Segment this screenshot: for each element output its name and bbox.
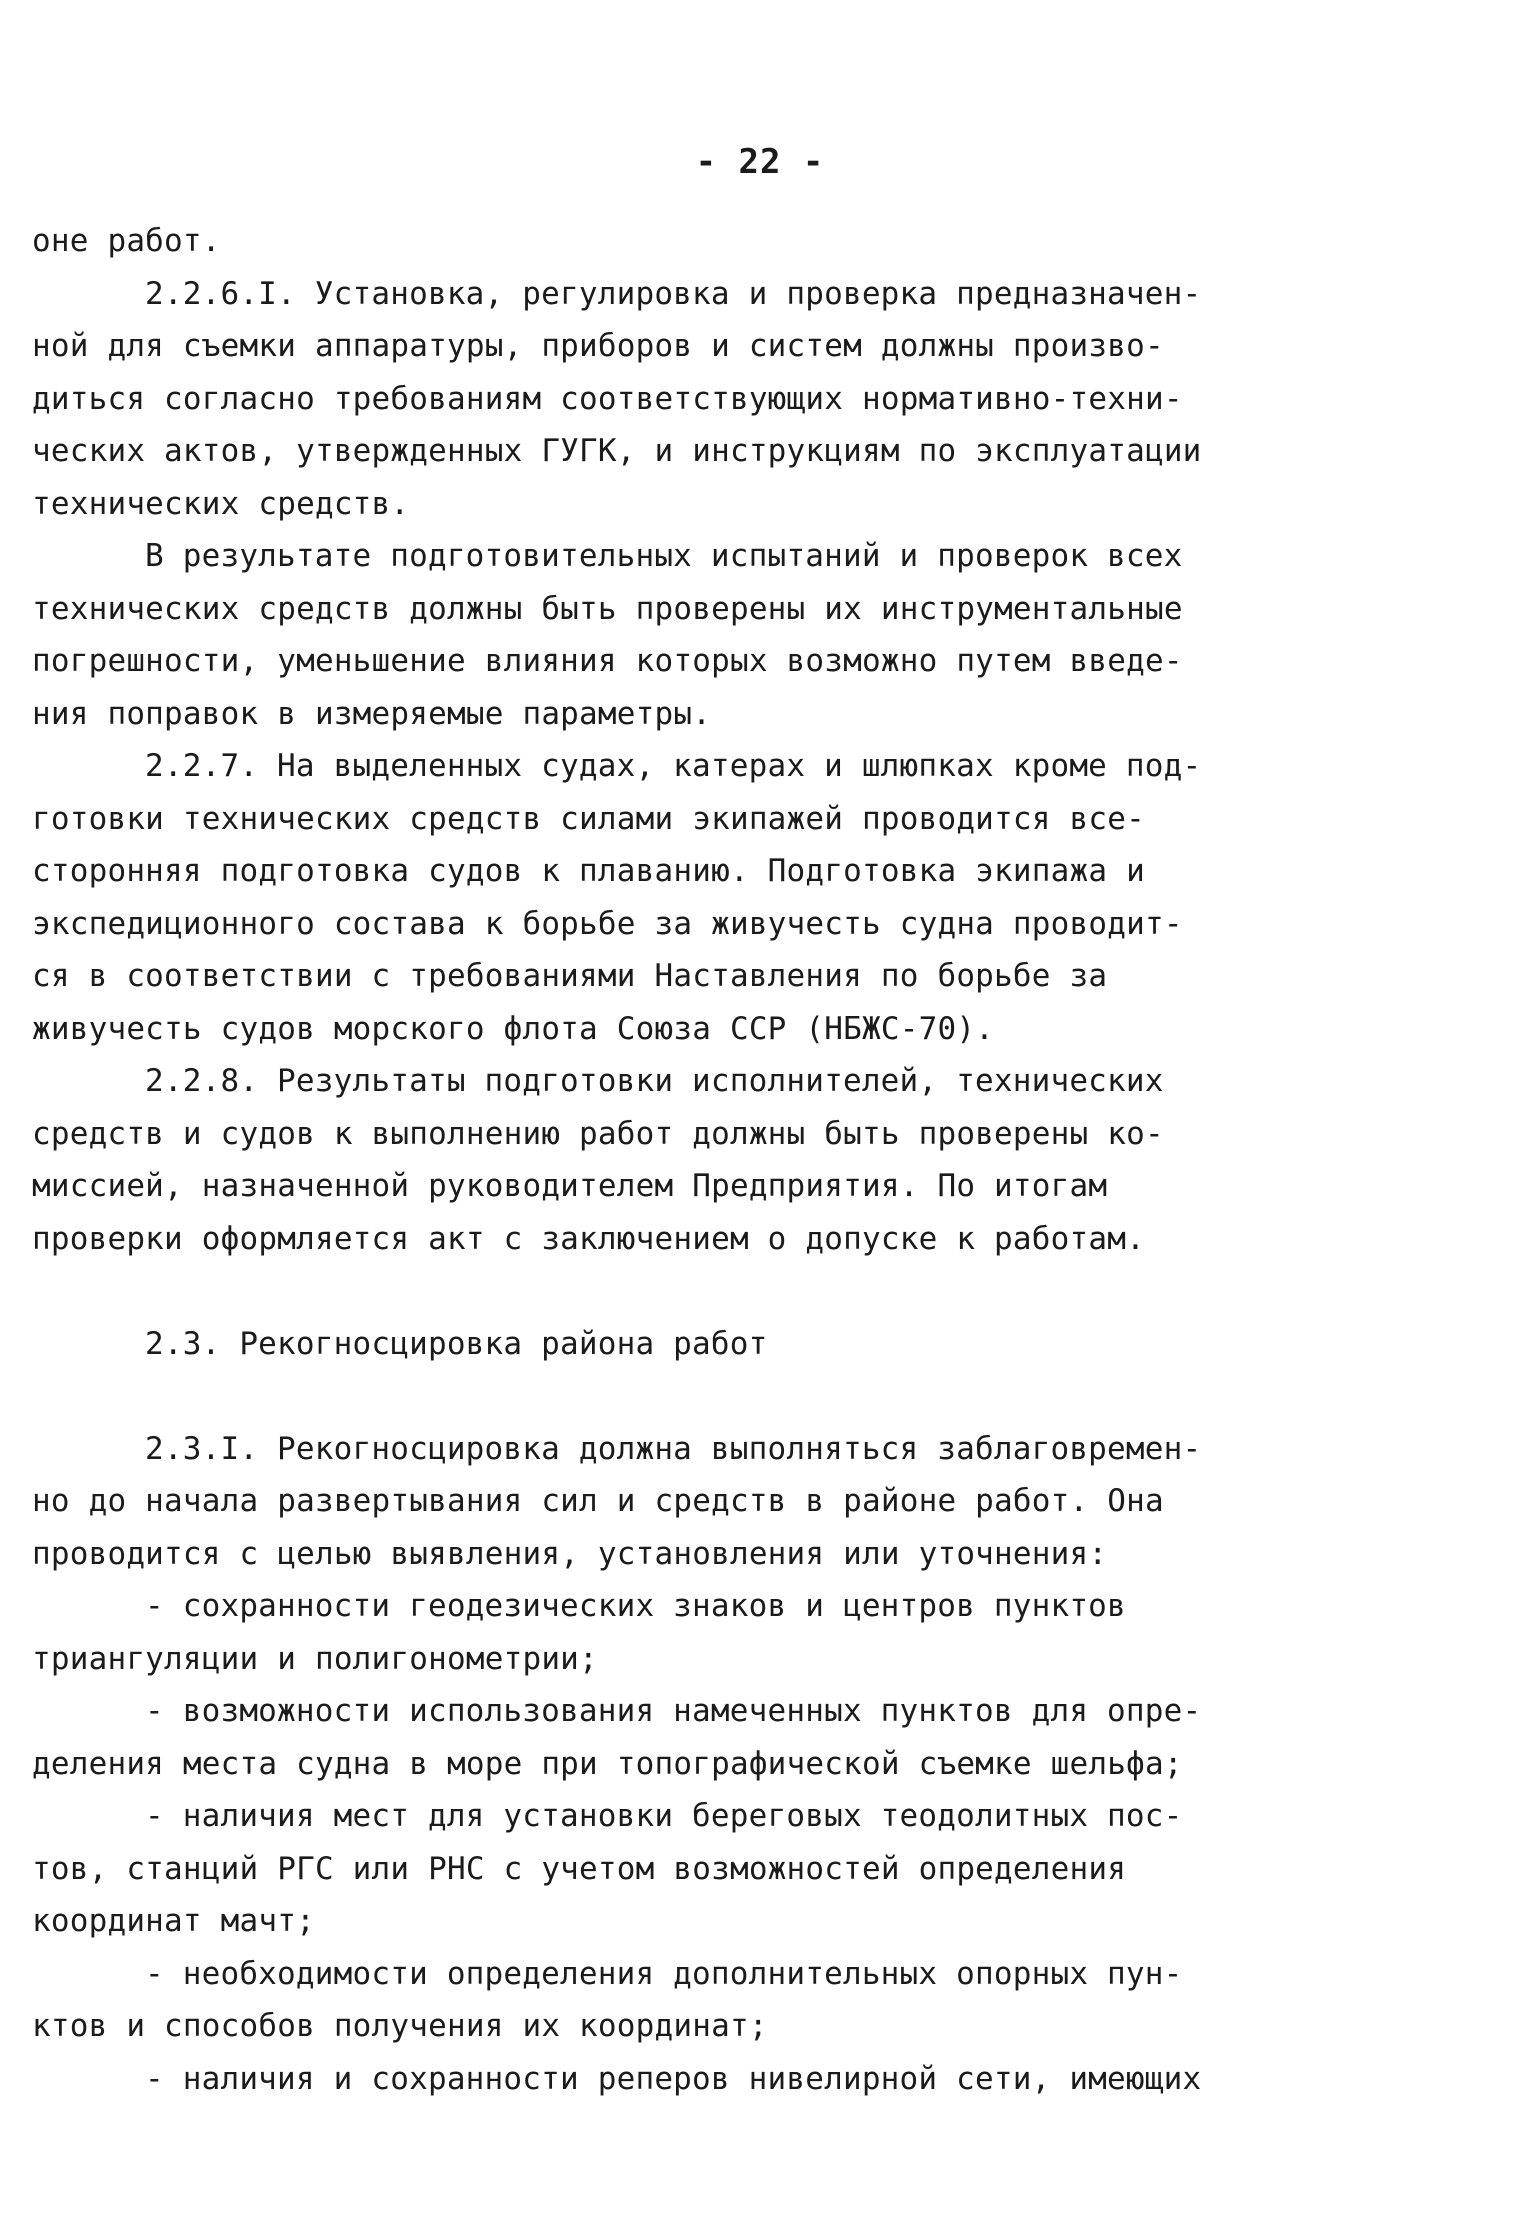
text-line: ния поправок в измеряемые параметры. <box>32 695 712 732</box>
text-line: 2.3.I. Рекогносцировка должна выполняться заблаговремен- <box>145 1430 1202 1467</box>
text-line: экспедиционного состава к борьбе за живучесть судна проводит- <box>32 905 1183 942</box>
text-line: 2.2.8. Результаты подготовки исполнителей, технических <box>145 1063 1164 1099</box>
text-line: 2.2.7. На выделенных судах, катерах и шлюпках кроме под- <box>145 748 1202 784</box>
text-line: тов, станций РГС или РНС с учетом возможностей определения <box>32 1850 1127 1887</box>
text-line: ческих актов, утвержденных ГУГК, и инструкциям по эксплуатации <box>32 433 1202 469</box>
text-line: 2.2.6.I. Установка, регулировка и проверка предназначен- <box>145 275 1202 312</box>
text-line: ной для съемки аппаратуры, приборов и систем должны произво- <box>32 328 1164 364</box>
text-line: погрешности, уменьшение влияния которых возможно путем введе- <box>32 643 1183 679</box>
text-line: - возможности использования намеченных пунктов для опре- <box>145 1693 1202 1729</box>
text-line: диться согласно требованиям соответствующих нормативно-техни- <box>32 380 1183 417</box>
text-line: проводится с целью выявления, установления или уточнения: <box>32 1535 1108 1572</box>
text-line: живучесть судов морского флота Союза ССР (НБЖС-70). <box>32 1010 995 1047</box>
text-line: - сохранности геодезических знаков и центров пунктов <box>145 1588 1126 1624</box>
text-line: координат мачт; <box>32 1903 315 1939</box>
body-text <box>32 215 1492 2105</box>
text-line: деления места судна в море при топографической съемке шельфа; <box>32 1745 1183 1782</box>
text-line: оне работ. <box>32 223 221 259</box>
text-line: триангуляции и полигонометрии; <box>32 1640 598 1677</box>
text-line: - наличия и сохранности реперов нивелирной сети, имеющих <box>145 2060 1202 2097</box>
text-line: готовки технических средств силами экипажей проводится все- <box>32 800 1145 837</box>
text-line: средств и судов к выполнению работ должны быть проверены ко- <box>32 1115 1164 1152</box>
text-line: но до начала развертывания сил и средств в районе работ. Она <box>32 1483 1164 1519</box>
text-line: ся в соответствии с требованиями Наставления по борьбе за <box>32 958 1108 994</box>
text-line: В результате подготовительных испытаний и проверок всех <box>145 538 1183 574</box>
text-line: технических средств. <box>32 485 410 522</box>
text-line: ктов и способов получения их координат; <box>32 2008 768 2044</box>
text-line: миссией, назначенной руководителем Предприятия. По итогам <box>32 1168 1108 1204</box>
text-line: проверки оформляется акт с заключением о допуске к работам. <box>32 1220 1145 1257</box>
text-line: - наличия мест для установки береговых теодолитных пос- <box>145 1798 1183 1834</box>
section-heading: 2.3. Рекогносцировка района работ <box>145 1325 768 1362</box>
text-line: - необходимости определения дополнительных опорных пун- <box>145 1955 1183 1992</box>
text-line: сторонняя подготовка судов к плаванию. Подготовка экипажа и <box>32 853 1145 889</box>
text-line: технических средств должны быть проверены их инструментальные <box>32 590 1183 627</box>
page-number: - 22 - <box>695 142 825 182</box>
blank-line <box>32 1265 1492 1318</box>
blank-line <box>32 1370 1492 1423</box>
